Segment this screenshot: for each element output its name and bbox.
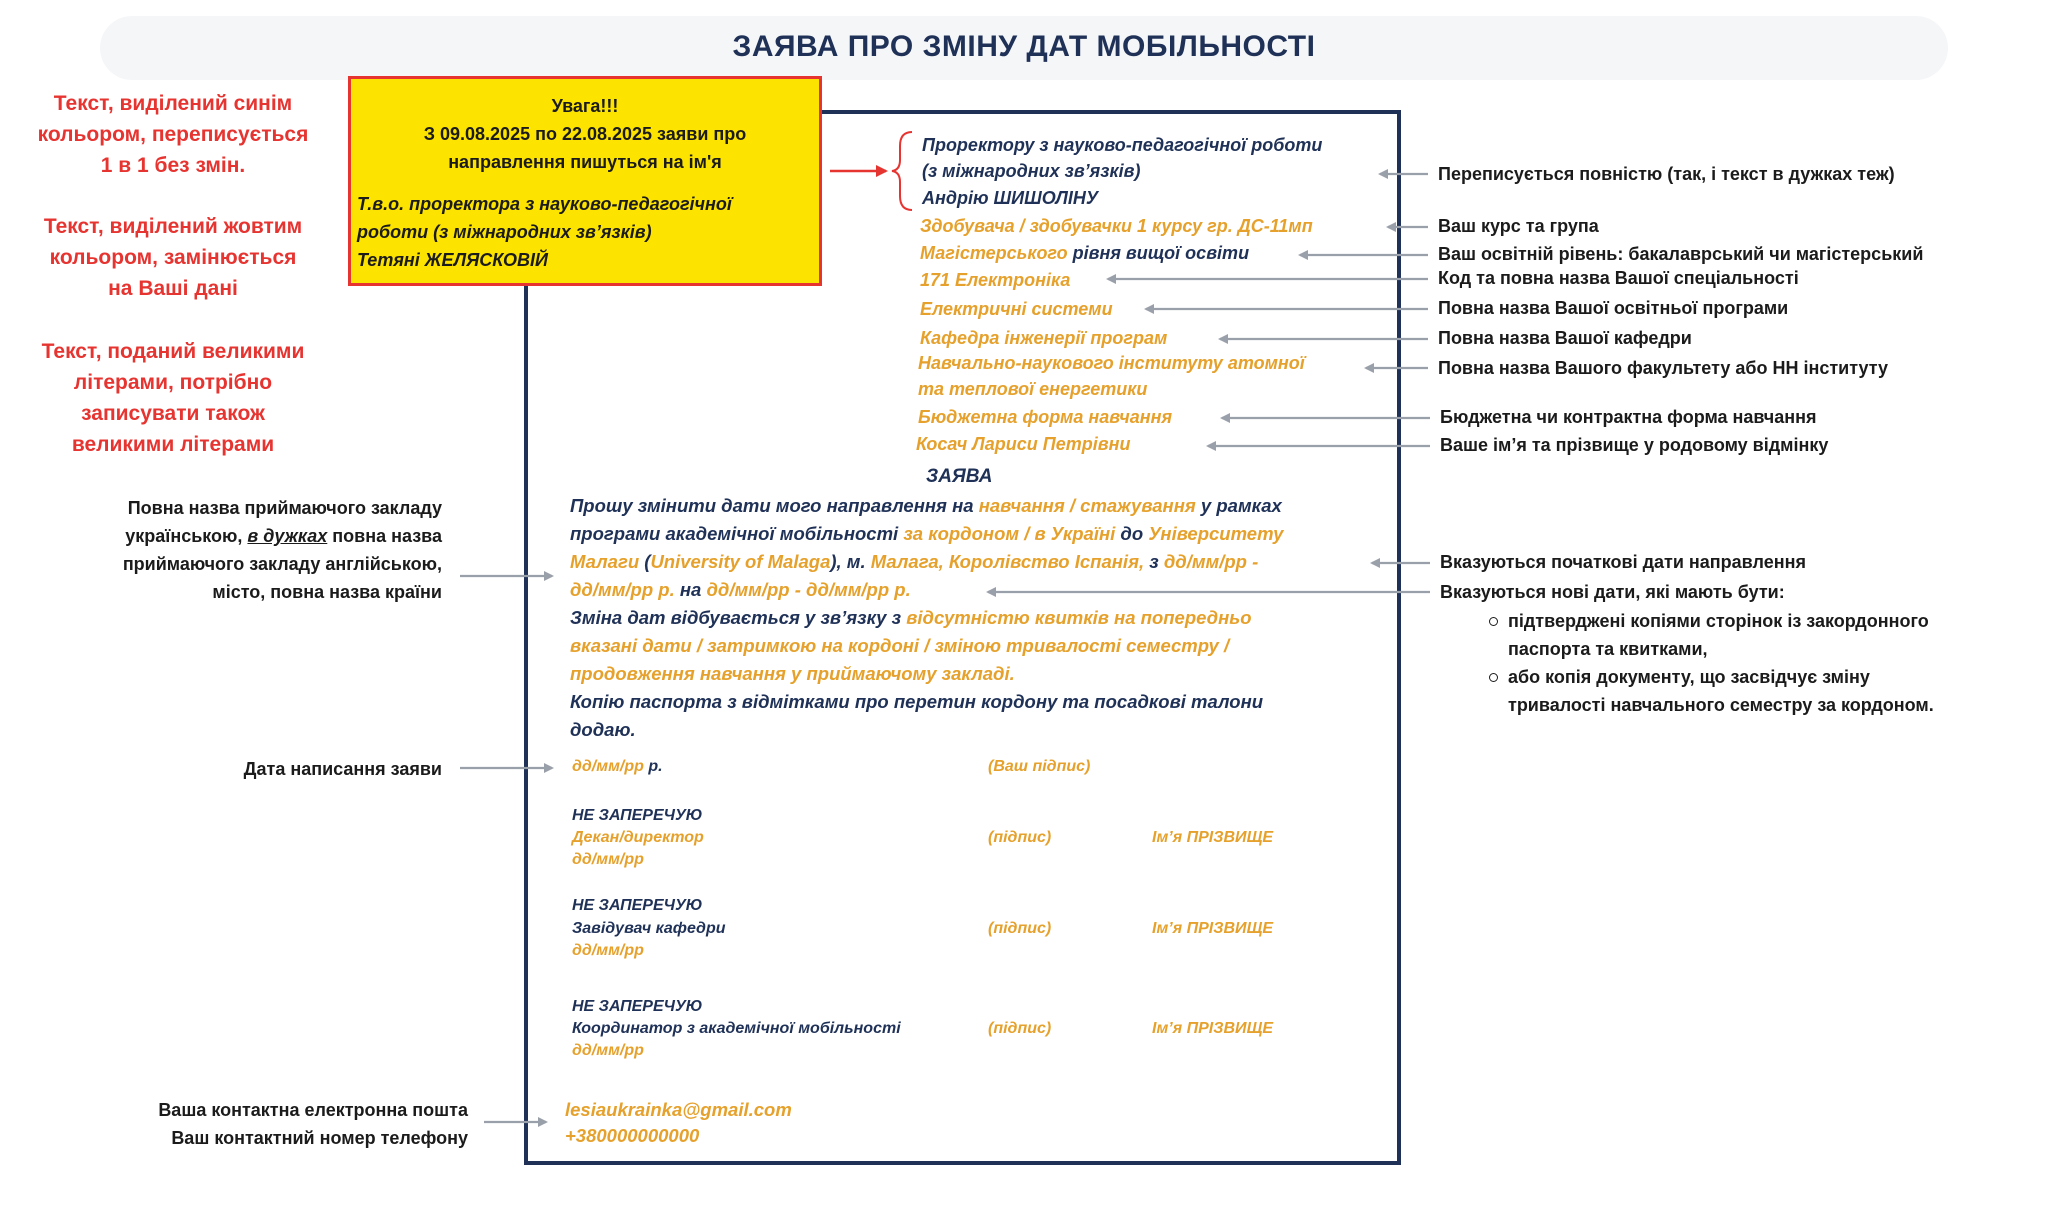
note-line: З 09.08.2025 по 22.08.2025 заяви про [423, 124, 747, 144]
approver-role: Завідувач кафедри [572, 920, 726, 937]
body-text: у рамках [1195, 495, 1282, 516]
body-value: навчання / стажування [978, 495, 1196, 516]
annotation-date: Дата написання заяви [243, 759, 442, 779]
annotation-program: Повна назва Вашої освітньої програми [1438, 298, 1789, 318]
header-rector-sub: (з міжнародних зв’язків) [922, 161, 1141, 181]
note-addressee: Тетяні ЖЕЛЯСКОВІЙ [357, 250, 548, 270]
bullet-line: або копія документу, що засвідчує зміну [1508, 667, 1870, 687]
header-name: Косач Лариси Петрівни [916, 434, 1131, 454]
annotation-line: місто, повна назва країни [212, 582, 442, 602]
header-rector: Проректору з науково-педагогічної роботи [922, 135, 1323, 155]
level-value: Магістерського [920, 243, 1068, 263]
annotation-line: Ваша контактна електронна пошта [158, 1100, 468, 1120]
legend-yellow-line: кольором, замінюється [49, 246, 297, 269]
body-text: програми академічної мобільності [570, 523, 904, 544]
annotation-rewrite: Переписується повністю (так, і текст в дужках теж) [1438, 164, 1895, 184]
annotation-level: Ваш освітній рівень: бакалаврський чи магістерський [1438, 244, 1924, 264]
header-funding: Бюджетна форма навчання [918, 407, 1173, 427]
annotation-name: Ваше ім’я та прізвище у родовому відмінку [1440, 435, 1829, 455]
annotation-emphasis: в дужках [247, 526, 328, 546]
body-text: Прошу змінити дати мого направлення на [570, 495, 979, 516]
legend-caps-line: записувати також [81, 402, 265, 425]
legend-blue-line: кольором, переписується [37, 123, 309, 146]
legend-yellow-line: Текст, виділений жовтим [43, 215, 303, 238]
body-value: за кордоном / в Україні [903, 523, 1116, 544]
body-line: додаю. [570, 719, 636, 740]
body-line: Копію паспорта з відмітками про перетин кордону та посадкові талони [570, 691, 1264, 712]
annotation-funding: Бюджетна чи контрактна форма навчання [1440, 407, 1817, 427]
body-line: вказані дати / затримкою на кордоні / зміною тривалості семестру / [570, 635, 1230, 656]
approver-name: Ім’я ПРІЗВИЩЕ [1152, 1020, 1274, 1037]
body-value: дд/мм/рр р. [570, 579, 675, 600]
annotation-line: приймаючого закладу англійською, [122, 554, 442, 574]
annotation-faculty: Повна назва Вашого факультету або НН інституту [1438, 358, 1889, 378]
date-value: дд/мм/рр [572, 758, 644, 775]
page-title: ЗАЯВА ПРО ЗМІНУ ДАТ МОБІЛЬНОСТІ [732, 30, 1316, 63]
body-text: ( [639, 551, 651, 572]
annotation-department: Повна назва Вашої кафедри [1438, 328, 1692, 348]
legend-caps-line: літерами, потрібно [73, 371, 273, 394]
your-signature: (Ваш підпис) [988, 758, 1091, 775]
note-addressee: роботи (з міжнародних зв’язків) [357, 222, 652, 242]
approver-sign: (підпис) [988, 1020, 1052, 1037]
body-value: University of Malaga [650, 551, 831, 572]
note-addressee: Т.в.о. проректора з науково-педагогічної [357, 194, 732, 214]
header-student: Здобувача / здобувачки 1 курсу гр. ДС-11мп [920, 216, 1313, 236]
body-value: Малаги [570, 551, 640, 572]
brace-icon [892, 132, 912, 210]
approver-sign: (підпис) [988, 920, 1052, 937]
body-value: Малага, Королівство Іспанія, [870, 551, 1145, 572]
annotation-course: Ваш курс та група [1438, 216, 1599, 236]
annotation-specialty: Код та повна назва Вашої спеціальності [1438, 268, 1799, 288]
bullet-line: тривалості навчального семестру за кордоном. [1508, 695, 1934, 715]
header-institute: Навчально-наукового інституту атомної [918, 353, 1305, 373]
body-text: до [1115, 523, 1149, 544]
header-specialty: 171 Електроніка [920, 270, 1071, 290]
legend-caps-line: Текст, поданий великими [41, 340, 305, 363]
annotation-line: Повна назва приймаючого закладу [127, 498, 442, 518]
legend-blue-line: Текст, виділений синім [53, 92, 293, 115]
approver-date: дд/мм/рр [572, 851, 644, 868]
approver-role: Декан/директор [572, 829, 704, 846]
contact-phone: +380000000000 [565, 1125, 700, 1146]
body-text: ), м. [830, 551, 871, 572]
annotation-text: повна назва [327, 526, 442, 546]
header-department: Кафедра інженерії програм [920, 328, 1168, 348]
approver-name: Ім’я ПРІЗВИЩЕ [1152, 920, 1274, 937]
body-value: Університету [1148, 523, 1284, 544]
legend-blue-line: 1 в 1 без змін. [100, 154, 246, 177]
header-institute: та теплової енергетики [918, 379, 1148, 399]
header-program: Електричні системи [920, 299, 1113, 319]
approve-label: НЕ ЗАПЕРЕЧУЮ [572, 897, 703, 914]
legend-yellow-line: на Ваші дані [108, 277, 238, 300]
approver-name: Ім’я ПРІЗВИЩЕ [1152, 829, 1274, 846]
approve-label: НЕ ЗАПЕРЕЧУЮ [572, 807, 703, 824]
annotation-text: українською, [125, 526, 248, 546]
note-line: направлення пишуться на ім'я [448, 152, 722, 172]
date-suffix: р. [643, 758, 663, 775]
approver-sign: (підпис) [988, 829, 1052, 846]
body-text: з [1144, 551, 1164, 572]
approve-label: НЕ ЗАПЕРЕЧУЮ [572, 998, 703, 1015]
body-value: дд/мм/рр - [1163, 551, 1259, 572]
body-value: дд/мм/рр - дд/мм/рр р. [706, 579, 911, 600]
header-rector-name: Андрію ШИШОЛІНУ [922, 188, 1099, 208]
application-heading: ЗАЯВА [926, 466, 993, 487]
bullet-line: паспорта та квитками, [1508, 639, 1708, 659]
annotation-line: Ваш контактний номер телефону [171, 1128, 468, 1148]
legend-caps-line: великими літерами [71, 433, 275, 456]
body-text: Зміна дат відбувається у зв’язку з [570, 607, 907, 628]
annotation-new-dates: Вказуються нові дати, які мають бути: [1440, 582, 1785, 602]
approver-date: дд/мм/рр [572, 1042, 644, 1059]
note-heading: Увага!!! [551, 96, 619, 116]
approver-role: Координатор з академічної мобільності [572, 1020, 901, 1037]
body-text: на [674, 579, 707, 600]
body-value: відсутністю квитків на попередньо [906, 607, 1252, 628]
level-text: рівня вищої освіти [1067, 243, 1250, 263]
approver-date: дд/мм/рр [572, 942, 644, 959]
body-line: продовження навчання у приймаючому закладі. [570, 663, 1015, 684]
annotation-start-dates: Вказуються початкові дати направлення [1440, 552, 1806, 572]
bullet-line: підтверджені копіями сторінок із закордонного [1508, 611, 1929, 631]
contact-email: lesiaukrainka@gmail.com [565, 1099, 792, 1120]
